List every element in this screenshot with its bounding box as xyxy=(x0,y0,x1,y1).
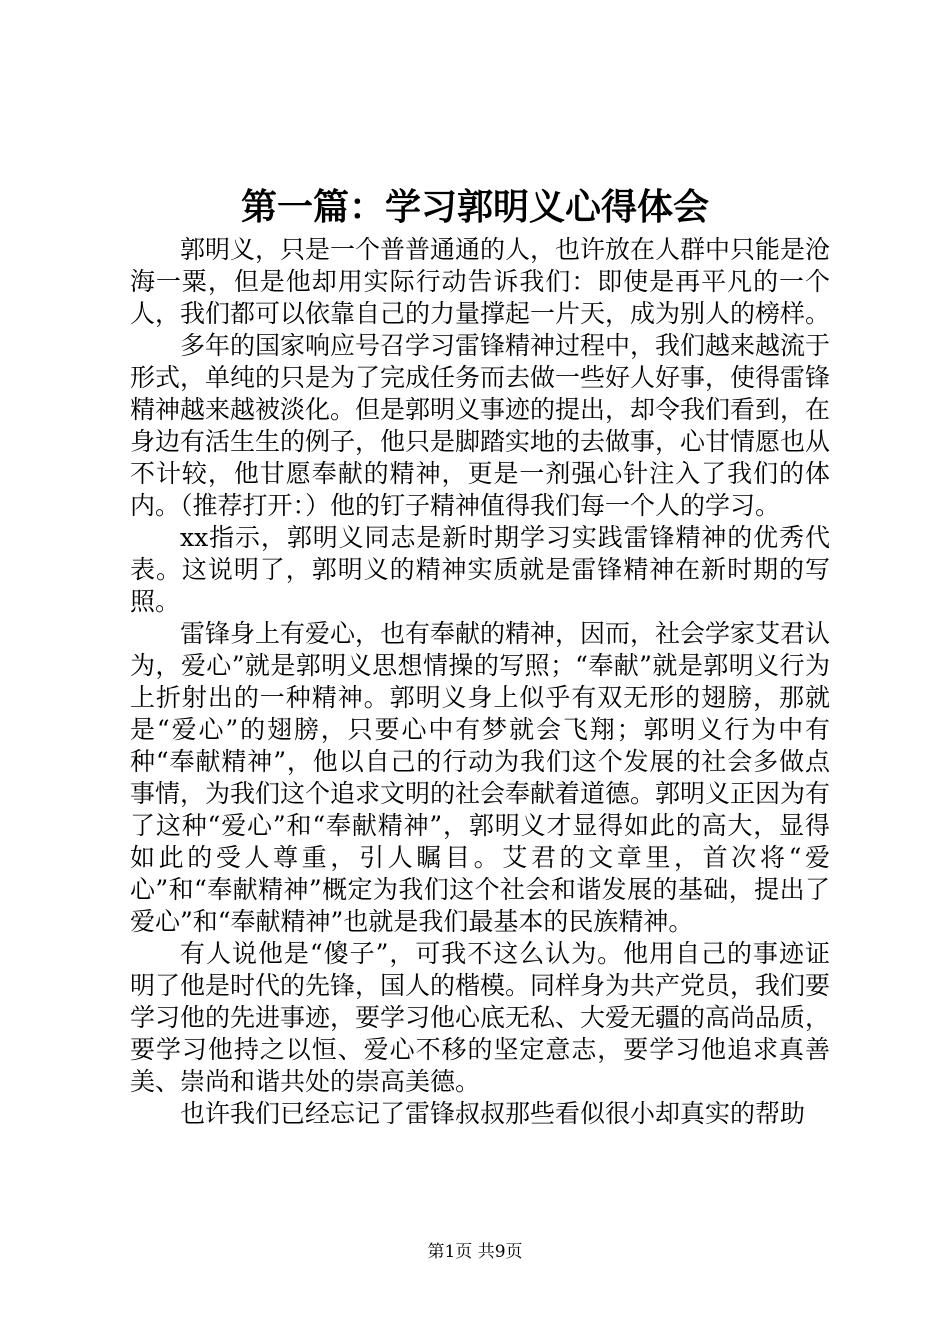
document-title: 第一篇：学习郭明义心得体会 xyxy=(240,187,709,228)
paragraph: 雷锋身上有爱心，也有奉献的精神，因而，社会学家艾君认为，爱心”就是郭明义思想情操的写照；“奉献”就是郭明义行为上折射出的一种精神。郭明义身上似乎有双无形的翅膀，那就是“爱心”的翅膀，只要心中有梦就会飞翔；郭明义行为中有种“奉献精神”，他以自己的行动为我们这个发展的社会多做点事情，为我们这个追求文明的社会奉献着道德。郭明义正因为有了这种“爱心”和“奉献精神”，郭明义才显得如此的高大，显得如此的受人尊重，引人瞩目。艾君的文章里，首次将“爱心”和“奉献精神”概定为我们这个社会和谐发展的基础，提出了爱心”和“奉献精神”也就是我们最基本的民族精神。 xyxy=(130,619,831,936)
page-footer: 第1页 共9页 xyxy=(427,1242,523,1262)
document-body xyxy=(130,234,830,1130)
paragraph: 多年的国家响应号召学习雷锋精神过程中，我们越来越流于形式，单纯的只是为了完成任务而去做一些好人好事，使得雷锋精神越来越被淡化。但是郭明义事迹的提出，却令我们看到，在身边有活生生的例子，他只是脚踏实地的去做事，心甘情愿也从不计较，他甘愿奉献的精神，更是一剂强心针注入了我们的体内。（推荐打开：）他的钉子精神值得我们每一个人的学习。 xyxy=(130,331,831,520)
paragraph: xx指示，郭明义同志是新时期学习实践雷锋精神的优秀代表。这说明了，郭明义的精神实质就是雷锋精神在新时期的写照。 xyxy=(130,523,830,616)
paragraph: 郭明义，只是一个普普通通的人，也许放在人群中只能是沧海一粟，但是他却用实际行动告诉我们：即使是再平凡的一个人，我们都可以依靠自己的力量撑起一片天，成为别人的榜样。 xyxy=(130,235,831,328)
paragraph: 也许我们已经忘记了雷锋叔叔那些看似很小却真实的帮助 xyxy=(180,1099,806,1128)
paragraph: 有人说他是“傻子”，可我不这么认为。他用自己的事迹证明了他是时代的先锋，国人的楷模。同样身为共产党员，我们要学习他的先进事迹，要学习他心底无私、大爱无疆的高尚品质，要学习他持之以恒、爱心不移的坚定意志，要学习他追求真善美、崇尚和谐共处的崇高美德。 xyxy=(130,939,831,1096)
